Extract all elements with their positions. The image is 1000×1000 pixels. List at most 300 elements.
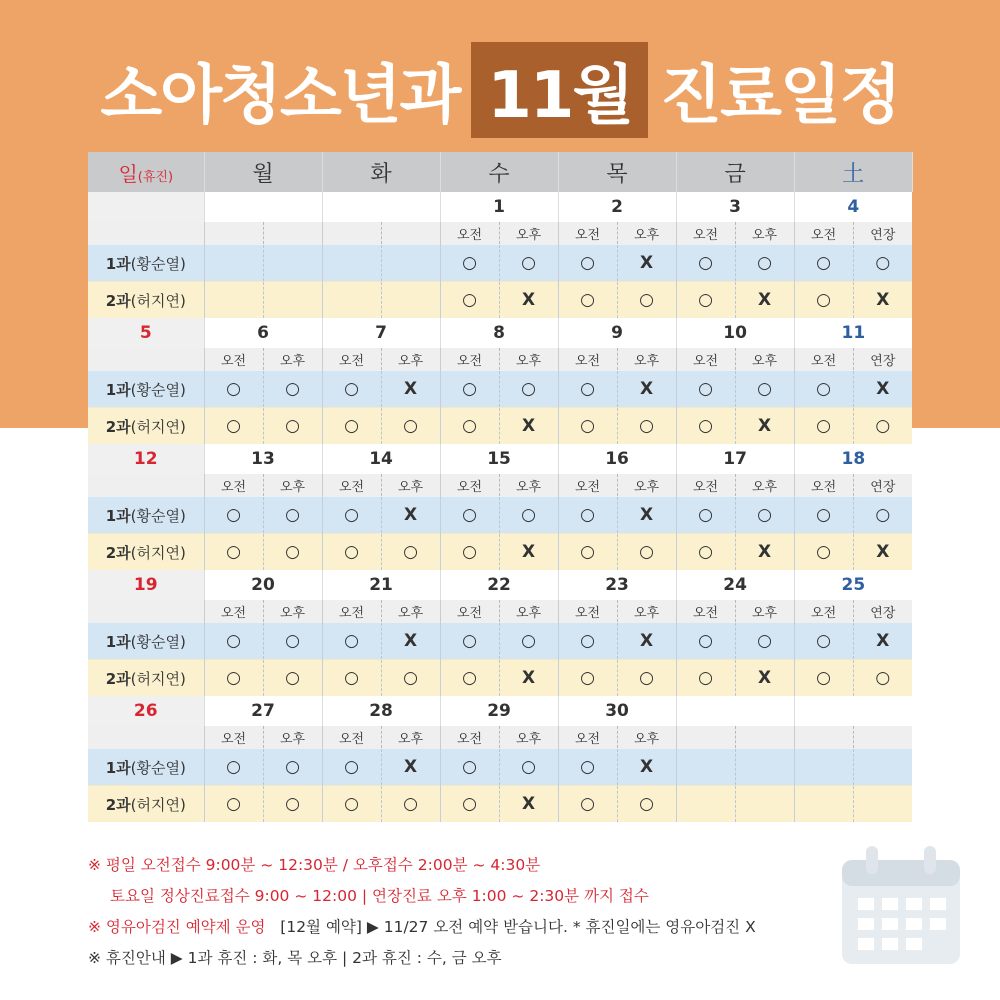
date-cell xyxy=(88,192,204,222)
date-cell: 7 xyxy=(322,318,440,348)
status-cell xyxy=(676,749,735,786)
status-cell xyxy=(204,497,263,534)
open-mark: ○ xyxy=(521,631,536,651)
status-cell xyxy=(794,371,853,408)
weekday-5 xyxy=(676,152,794,192)
open-mark: ○ xyxy=(698,668,713,688)
doctor-name: (황순열) xyxy=(130,506,186,525)
status-cell xyxy=(263,786,322,823)
open-mark: ○ xyxy=(580,253,595,273)
session-label-blank xyxy=(88,222,204,245)
session-am: 오전 xyxy=(676,348,735,371)
session-pm: 오후 xyxy=(617,348,676,371)
status-cell xyxy=(853,749,912,786)
status-cell xyxy=(263,371,322,408)
date-cell: 8 xyxy=(440,318,558,348)
status-cell xyxy=(499,749,558,786)
status-cell xyxy=(853,371,912,408)
status-cell xyxy=(322,408,381,445)
date-cell: 13 xyxy=(204,444,322,474)
status-cell xyxy=(263,245,322,282)
doctor-row xyxy=(88,497,912,534)
open-mark: ○ xyxy=(462,631,477,651)
status-cell xyxy=(794,749,853,786)
session-row xyxy=(88,348,912,371)
open-mark: ○ xyxy=(403,416,418,436)
session-am: 오전 xyxy=(558,600,617,623)
session-am: 오전 xyxy=(440,222,499,245)
doctor-name: (허지연) xyxy=(130,795,186,814)
status-cell xyxy=(322,749,381,786)
closed-mark: X xyxy=(876,290,890,310)
open-mark: ○ xyxy=(462,505,477,525)
status-cell xyxy=(204,245,263,282)
closed-mark: X xyxy=(758,416,772,436)
date-cell: 23 xyxy=(558,570,676,600)
status-cell xyxy=(440,786,499,823)
open-mark: ○ xyxy=(344,379,359,399)
session-am: 오전 xyxy=(676,222,735,245)
open-mark: ○ xyxy=(462,253,477,273)
open-mark: ○ xyxy=(816,253,831,273)
date-cell: 25 xyxy=(794,570,912,600)
doctor-name: (허지연) xyxy=(130,543,186,562)
open-mark: ○ xyxy=(344,631,359,651)
status-cell xyxy=(381,408,440,445)
status-cell xyxy=(558,497,617,534)
open-mark: ○ xyxy=(816,505,831,525)
doctor-dept: 2과 xyxy=(105,543,131,562)
notes-checkup-title: ※ 영유아검진 예약제 운영 xyxy=(88,918,266,936)
session-am: 오전 xyxy=(794,474,853,497)
status-cell xyxy=(676,534,735,571)
status-cell xyxy=(735,749,794,786)
open-mark: ○ xyxy=(580,631,595,651)
status-cell xyxy=(381,749,440,786)
closed-mark: X xyxy=(758,668,772,688)
open-mark: ○ xyxy=(462,416,477,436)
status-cell xyxy=(381,282,440,319)
doctor-name: (황순열) xyxy=(130,380,186,399)
doctor-label xyxy=(88,371,204,408)
status-cell xyxy=(853,534,912,571)
date-cell: 21 xyxy=(322,570,440,600)
status-cell xyxy=(735,623,794,660)
status-cell xyxy=(676,245,735,282)
status-cell xyxy=(440,623,499,660)
date-cell: 28 xyxy=(322,696,440,726)
doctor-row xyxy=(88,282,912,319)
open-mark: ○ xyxy=(462,290,477,310)
status-cell xyxy=(204,282,263,319)
status-cell xyxy=(499,534,558,571)
doctor-label xyxy=(88,623,204,660)
session-pm: 오후 xyxy=(263,348,322,371)
open-mark: ○ xyxy=(344,542,359,562)
date-cell: 20 xyxy=(204,570,322,600)
session-am: 오전 xyxy=(204,348,263,371)
closed-mark: X xyxy=(403,379,418,399)
open-mark: ○ xyxy=(344,757,359,777)
session-ext xyxy=(853,726,912,749)
weekday-label: 土 xyxy=(842,161,865,187)
closed-mark: X xyxy=(640,631,654,651)
open-mark: ○ xyxy=(580,794,595,814)
doctor-dept: 2과 xyxy=(105,795,131,814)
closed-mark: X xyxy=(521,794,536,814)
status-cell xyxy=(499,371,558,408)
open-mark: ○ xyxy=(698,290,713,310)
session-am: 오전 xyxy=(322,348,381,371)
status-cell xyxy=(499,623,558,660)
open-mark: ○ xyxy=(285,631,300,651)
notes-saturday-hours: 토요일 정상진료접수 9:00 ~ 12:00 | 연장진료 오후 1:00 ~ 2:30분 까지 접수 xyxy=(110,887,649,905)
open-mark: ○ xyxy=(462,542,477,562)
status-cell xyxy=(794,245,853,282)
open-mark: ○ xyxy=(639,542,654,562)
session-pm: 오후 xyxy=(381,600,440,623)
schedule-table xyxy=(88,152,913,822)
status-cell xyxy=(204,623,263,660)
open-mark: ○ xyxy=(344,794,359,814)
date-cell: 27 xyxy=(204,696,322,726)
session-am: 오전 xyxy=(440,600,499,623)
date-row xyxy=(88,192,912,222)
session-row xyxy=(88,726,912,749)
status-cell xyxy=(853,245,912,282)
notes-closure: ※ 휴진안내 ▶ 1과 휴진 : 화, 목 오후 | 2과 휴진 : 수, 금 오후 xyxy=(88,949,502,967)
closed-mark: X xyxy=(640,757,654,777)
session-am: 오전 xyxy=(794,600,853,623)
status-cell xyxy=(735,282,794,319)
status-cell xyxy=(204,660,263,697)
session-pm: 오후 xyxy=(617,474,676,497)
open-mark: ○ xyxy=(226,379,241,399)
open-mark: ○ xyxy=(757,631,772,651)
date-cell xyxy=(676,696,794,726)
status-cell xyxy=(204,749,263,786)
status-cell xyxy=(676,282,735,319)
status-cell xyxy=(440,282,499,319)
open-mark: ○ xyxy=(226,505,241,525)
closed-mark: X xyxy=(640,379,654,399)
open-mark: ○ xyxy=(462,668,477,688)
session-pm: 오후 xyxy=(735,222,794,245)
open-mark: ○ xyxy=(285,416,300,436)
status-cell xyxy=(853,497,912,534)
status-cell xyxy=(322,497,381,534)
session-am xyxy=(204,222,263,245)
date-cell xyxy=(322,192,440,222)
open-mark: ○ xyxy=(226,757,241,777)
session-pm: 오후 xyxy=(735,600,794,623)
date-cell: 16 xyxy=(558,444,676,474)
status-cell xyxy=(676,408,735,445)
status-cell xyxy=(322,534,381,571)
session-label-blank xyxy=(88,600,204,623)
open-mark: ○ xyxy=(698,253,713,273)
session-pm: 오후 xyxy=(499,222,558,245)
open-mark: ○ xyxy=(816,668,831,688)
weekday-label: 일 xyxy=(118,161,138,186)
session-am xyxy=(322,222,381,245)
date-row xyxy=(88,696,912,726)
date-row xyxy=(88,444,912,474)
weekday-0 xyxy=(88,152,204,192)
open-mark: ○ xyxy=(521,379,536,399)
doctor-label xyxy=(88,786,204,823)
title-month-box: 11월 xyxy=(471,42,648,138)
status-cell xyxy=(617,786,676,823)
status-cell xyxy=(853,623,912,660)
weekday-label: 목 xyxy=(606,161,628,187)
status-cell xyxy=(204,371,263,408)
session-label-blank xyxy=(88,726,204,749)
open-mark: ○ xyxy=(816,379,831,399)
date-cell: 26 xyxy=(88,696,204,726)
session-pm xyxy=(263,222,322,245)
session-am: 오전 xyxy=(558,726,617,749)
notes-checkup-month: 12월 예약 xyxy=(286,918,356,936)
closed-mark: X xyxy=(403,505,418,525)
status-cell xyxy=(322,371,381,408)
status-cell xyxy=(381,534,440,571)
doctor-label xyxy=(88,497,204,534)
session-am: 오전 xyxy=(794,348,853,371)
doctor-name: (허지연) xyxy=(130,291,186,310)
session-am: 오전 xyxy=(558,474,617,497)
session-pm: 오후 xyxy=(381,474,440,497)
date-row xyxy=(88,318,912,348)
closed-mark: X xyxy=(758,290,772,310)
open-mark: ○ xyxy=(875,253,891,273)
status-cell xyxy=(676,623,735,660)
status-cell xyxy=(794,623,853,660)
open-mark: ○ xyxy=(521,757,536,777)
open-mark: ○ xyxy=(639,794,654,814)
session-pm: 오후 xyxy=(263,474,322,497)
date-cell xyxy=(204,192,322,222)
title-suffix: 진료일정 xyxy=(660,59,900,133)
status-cell xyxy=(735,371,794,408)
weekday-note: (휴진) xyxy=(137,169,174,185)
date-cell: 19 xyxy=(88,570,204,600)
open-mark: ○ xyxy=(875,668,891,688)
calendar-icon xyxy=(836,842,966,970)
session-pm xyxy=(381,222,440,245)
status-cell xyxy=(853,408,912,445)
session-pm: 오후 xyxy=(263,600,322,623)
status-cell xyxy=(794,497,853,534)
closed-mark: X xyxy=(403,757,418,777)
status-cell xyxy=(381,660,440,697)
status-cell xyxy=(499,786,558,823)
date-cell: 9 xyxy=(558,318,676,348)
closed-mark: X xyxy=(876,379,890,399)
open-mark: ○ xyxy=(816,416,831,436)
status-cell xyxy=(853,660,912,697)
status-cell xyxy=(440,749,499,786)
doctor-label xyxy=(88,245,204,282)
open-mark: ○ xyxy=(875,416,891,436)
open-mark: ○ xyxy=(285,668,300,688)
status-cell xyxy=(676,786,735,823)
weekday-4 xyxy=(558,152,676,192)
status-cell xyxy=(440,534,499,571)
status-cell xyxy=(853,282,912,319)
status-cell xyxy=(381,371,440,408)
status-cell xyxy=(735,534,794,571)
date-cell: 10 xyxy=(676,318,794,348)
open-mark: ○ xyxy=(403,668,418,688)
status-cell xyxy=(558,282,617,319)
session-pm: 오후 xyxy=(617,726,676,749)
doctor-dept: 1과 xyxy=(105,632,131,651)
status-cell xyxy=(263,497,322,534)
session-am xyxy=(794,726,853,749)
session-pm xyxy=(735,726,794,749)
status-cell xyxy=(735,245,794,282)
notes-checkup-detail: ▶ 11/27 오전 예약 받습니다. * 휴진일에는 영유아검진 X xyxy=(366,918,756,936)
open-mark: ○ xyxy=(816,290,831,310)
status-cell xyxy=(322,282,381,319)
weekday-3 xyxy=(440,152,558,192)
open-mark: ○ xyxy=(462,794,477,814)
doctor-name: (허지연) xyxy=(130,417,186,436)
doctor-row xyxy=(88,245,912,282)
open-mark: ○ xyxy=(580,542,595,562)
status-cell xyxy=(676,497,735,534)
weekday-label: 월 xyxy=(252,161,274,187)
date-cell: 4 xyxy=(794,192,912,222)
doctor-label xyxy=(88,749,204,786)
status-cell xyxy=(558,245,617,282)
session-am: 오전 xyxy=(676,474,735,497)
open-mark: ○ xyxy=(698,631,713,651)
open-mark: ○ xyxy=(698,542,713,562)
date-cell: 22 xyxy=(440,570,558,600)
closed-mark: X xyxy=(758,542,772,562)
open-mark: ○ xyxy=(285,794,300,814)
status-cell xyxy=(440,371,499,408)
status-cell xyxy=(440,660,499,697)
open-mark: ○ xyxy=(698,416,713,436)
open-mark: ○ xyxy=(462,379,477,399)
closed-mark: X xyxy=(640,505,654,525)
session-am: 오전 xyxy=(322,726,381,749)
status-cell xyxy=(322,660,381,697)
date-cell: 1 xyxy=(440,192,558,222)
open-mark: ○ xyxy=(403,794,418,814)
open-mark: ○ xyxy=(580,505,595,525)
session-am: 오전 xyxy=(204,600,263,623)
session-am: 오전 xyxy=(558,348,617,371)
status-cell xyxy=(558,786,617,823)
status-cell xyxy=(735,408,794,445)
status-cell xyxy=(617,749,676,786)
session-am: 오전 xyxy=(322,600,381,623)
session-pm: 오후 xyxy=(499,600,558,623)
status-cell xyxy=(381,786,440,823)
session-am: 오전 xyxy=(204,726,263,749)
status-cell xyxy=(263,534,322,571)
session-ext: 연장 xyxy=(853,474,912,497)
weekday-6 xyxy=(794,152,912,192)
open-mark: ○ xyxy=(580,290,595,310)
status-cell xyxy=(794,786,853,823)
session-am: 오전 xyxy=(440,726,499,749)
session-am: 오전 xyxy=(322,474,381,497)
doctor-dept: 1과 xyxy=(105,380,131,399)
open-mark: ○ xyxy=(344,416,359,436)
status-cell xyxy=(381,245,440,282)
status-cell xyxy=(794,408,853,445)
notes xyxy=(88,850,888,974)
session-ext: 연장 xyxy=(853,348,912,371)
session-am: 오전 xyxy=(440,474,499,497)
doctor-dept: 1과 xyxy=(105,758,131,777)
status-cell xyxy=(558,408,617,445)
closed-mark: X xyxy=(876,631,890,651)
open-mark: ○ xyxy=(226,542,241,562)
status-cell xyxy=(499,245,558,282)
open-mark: ○ xyxy=(285,379,300,399)
session-am: 오전 xyxy=(440,348,499,371)
session-pm: 오후 xyxy=(381,348,440,371)
doctor-row xyxy=(88,786,912,823)
session-ext: 연장 xyxy=(853,222,912,245)
doctor-label xyxy=(88,660,204,697)
open-mark: ○ xyxy=(580,416,595,436)
open-mark: ○ xyxy=(285,757,300,777)
date-cell: 17 xyxy=(676,444,794,474)
open-mark: ○ xyxy=(285,505,300,525)
status-cell xyxy=(558,371,617,408)
doctor-name: (황순열) xyxy=(130,254,186,273)
status-cell xyxy=(322,623,381,660)
doctor-row xyxy=(88,408,912,445)
notes-checkup: ※ 영유아검진 예약제 운영 [12월 예약] ▶ 11/27 오전 예약 받습니다. * 휴진일에는 영유아검진 X xyxy=(88,918,756,936)
open-mark: ○ xyxy=(344,505,359,525)
session-pm: 오후 xyxy=(499,474,558,497)
status-cell xyxy=(617,623,676,660)
closed-mark: X xyxy=(403,631,418,651)
open-mark: ○ xyxy=(285,542,300,562)
status-cell xyxy=(440,497,499,534)
session-am: 오전 xyxy=(794,222,853,245)
open-mark: ○ xyxy=(580,379,595,399)
weekday-label: 금 xyxy=(724,161,746,187)
session-pm: 오후 xyxy=(735,474,794,497)
date-cell: 30 xyxy=(558,696,676,726)
status-cell xyxy=(499,282,558,319)
session-pm: 오후 xyxy=(499,726,558,749)
status-cell xyxy=(676,660,735,697)
doctor-label xyxy=(88,534,204,571)
date-cell: 2 xyxy=(558,192,676,222)
status-cell xyxy=(558,749,617,786)
session-ext: 연장 xyxy=(853,600,912,623)
session-row xyxy=(88,600,912,623)
title-prefix: 소아청소년과 xyxy=(100,59,460,133)
status-cell xyxy=(617,408,676,445)
date-cell: 6 xyxy=(204,318,322,348)
session-row xyxy=(88,474,912,497)
closed-mark: X xyxy=(640,253,654,273)
status-cell xyxy=(617,497,676,534)
session-label-blank xyxy=(88,474,204,497)
status-cell xyxy=(617,534,676,571)
